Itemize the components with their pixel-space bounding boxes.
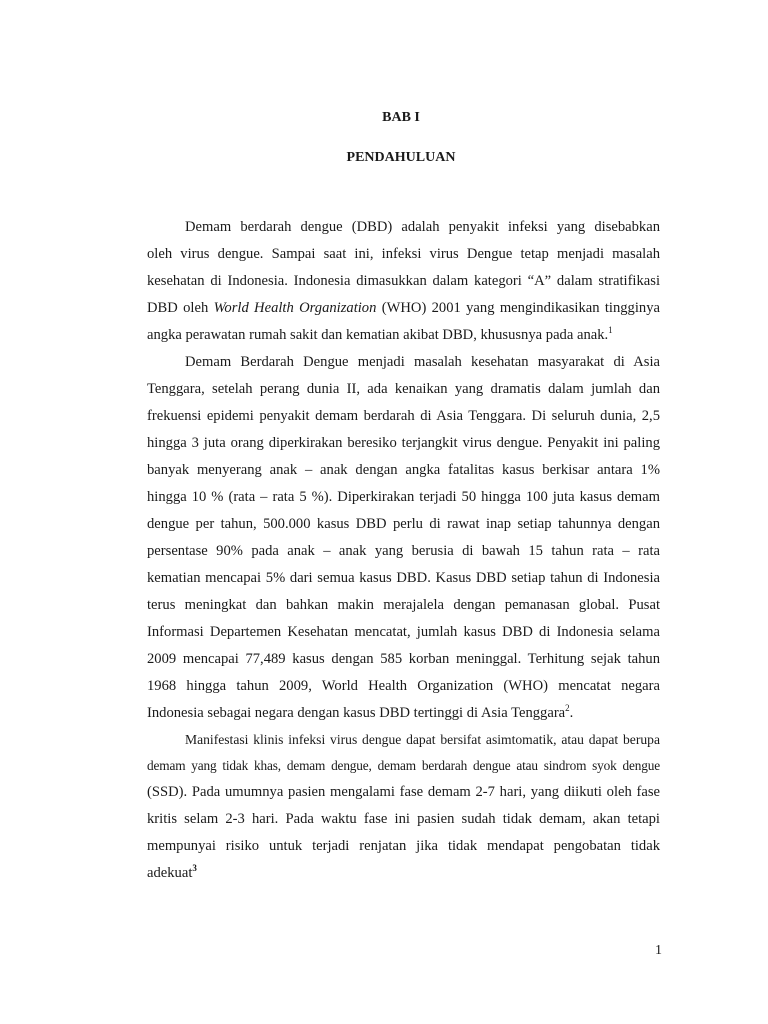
paragraph-2-line: hingga 3 juta orang diperkirakan beresiko terjangkit virus dengue. Penyakit ini paling [147, 435, 660, 451]
paragraph-1-line4-start: DBD oleh [147, 300, 214, 316]
paragraph-1-line4-end: (WHO) 2001 yang mengindikasikan tingginya [376, 300, 660, 316]
paragraph-2-line [147, 704, 660, 722]
paragraph-2-line: kematian mencapai 5% dari semua kasus DBD. Kasus DBD setiap tahun di Indonesia [147, 570, 660, 586]
chapter-number: BAB I [382, 110, 420, 125]
paragraph-3-line: demam yang tidak khas, demam dengue, demam berdarah dengue atau sindrom syok dengue [147, 758, 660, 773]
paragraph-2-line: banyak menyerang anak – anak dengan angka fatalitas kasus berkisar antara 1% [147, 462, 660, 478]
paragraph-3-line: Manifestasi klinis infeksi virus dengue dapat bersifat asimtomatik, atau dapat berupa [185, 732, 660, 747]
paragraph-2-line: 2009 mencapai 77,489 kasus dengan 585 korban meninggal. Terhitung sejak tahun [147, 651, 660, 667]
paragraph-2-line: 1968 hingga tahun 2009, World Health Organization (WHO) mencatat negara [147, 678, 660, 694]
paragraph-1-line: kesehatan di Indonesia. Indonesia dimasukkan dalam kategori “A” dalam stratifikasi [147, 273, 660, 289]
paragraph-3-line [147, 864, 660, 882]
paragraph-2-line: hingga 10 % (rata – rata 5 %). Diperkirakan terjadi 50 hingga 100 juta kasus demam [147, 489, 660, 505]
paragraph-1-line5-text: angka perawatan rumah sakit dan kematian akibat DBD, khususnya pada anak. [147, 327, 609, 343]
paragraph-2-line: terus meningkat dan bahkan makin merajalela dengan pemanasan global. Pusat [147, 597, 660, 613]
footnote-ref-2: 2 [565, 703, 570, 714]
paragraph-1-line: oleh virus dengue. Sampai saat ini, infeksi virus Dengue tetap menjadi masalah [147, 246, 660, 262]
paragraph-2-line: Informasi Departemen Kesehatan mencatat, jumlah kasus DBD di Indonesia selama [147, 624, 660, 640]
paragraph-2-line: Demam Berdarah Dengue menjadi masalah kesehatan masyarakat di Asia [185, 354, 660, 370]
paragraph-2-line: persentase 90% pada anak – anak yang berusia di bawah 15 tahun rata – rata [147, 543, 660, 559]
paragraph-2-period: . [569, 705, 574, 721]
organization-name-italic: World Health Organization [213, 300, 377, 316]
paragraph-3-line: (SSD). Pada umumnya pasien mengalami fase demam 2-7 hari, yang diikuti oleh fase [147, 784, 660, 800]
paragraph-3-last-line-text: adekuat [147, 865, 193, 881]
paragraph-1-line: Demam berdarah dengue (DBD) adalah penyakit infeksi yang disebabkan [185, 219, 660, 235]
chapter-title: PENDAHULUAN [346, 150, 456, 165]
paragraph-1-line [147, 299, 660, 317]
paragraph-1-line [147, 326, 660, 344]
paragraph-3-line: mempunyai risiko untuk terjadi renjatan jika tidak mendapat pengobatan tidak [147, 838, 660, 854]
paragraph-3-line: kritis selam 2-3 hari. Pada waktu fase ini pasien sudah tidak demam, akan tetapi [147, 811, 660, 827]
paragraph-2-line: Tenggara, setelah perang dunia II, ada kenaikan yang dramatis dalam jumlah dan [147, 381, 660, 397]
paragraph-2-last-line-text: Indonesia sebagai negara dengan kasus DBD tertinggi di Asia Tenggara [147, 705, 566, 721]
paragraph-2-line: dengue per tahun, 500.000 kasus DBD perlu di rawat inap setiap tahunnya dengan [147, 516, 660, 532]
footnote-ref-3: 3 [192, 863, 197, 874]
footnote-ref-1: 1 [608, 325, 613, 336]
page-number: 1 [655, 943, 662, 958]
paragraph-2-line: frekuensi epidemi penyakit demam berdarah di Asia Tenggara. Di seluruh dunia, 2,5 [147, 408, 660, 424]
